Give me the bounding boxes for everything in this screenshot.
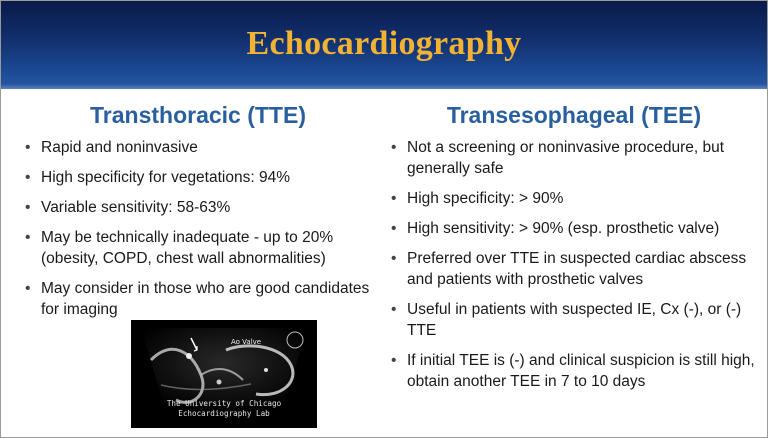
echocardiogram-graphic <box>131 320 317 428</box>
tee-bullet: • Useful in patients with suspected IE, Cx (-), or (-) TTE <box>389 299 759 341</box>
tee-bullet: • If initial TEE is (-) and clinical suspicion is still high, obtain another TEE in 7 to 10 days <box>389 350 759 392</box>
title-bar <box>1 1 767 89</box>
tee-bullet: • Preferred over TTE in suspected cardiac abscess and patients with prosthetic valves <box>389 248 759 290</box>
echocardiogram-image <box>131 320 317 428</box>
tte-bullet: • May be technically inadequate - up to 20% (obesity, COPD, chest wall abnormalities) <box>23 227 373 269</box>
tee-bullet-list <box>389 137 759 392</box>
tte-heading: Transthoracic (TTE) <box>90 102 306 128</box>
image-caption-line2: Echocardiography Lab <box>178 409 270 418</box>
tte-column <box>23 101 373 329</box>
tee-heading: Transesophageal (TEE) <box>446 102 702 128</box>
tee-bullet: • Not a screening or noninvasive procedure, but generally safe <box>389 137 759 179</box>
tte-bullet: • High specificity for vegetations: 94% <box>23 167 373 188</box>
tte-bullet-list <box>23 137 373 320</box>
tee-column <box>389 101 759 401</box>
tte-bullet: • May consider in those who are good candidates for imaging <box>23 278 373 320</box>
tee-bullet: • High sensitivity: > 90% (esp. prosthetic valve) <box>389 218 759 239</box>
tte-bullet: • Rapid and noninvasive <box>23 137 373 158</box>
slide-title: Echocardiography <box>246 25 522 62</box>
image-caption-line1: The University of Chicago <box>166 399 282 408</box>
tte-bullet: • Variable sensitivity: 58-63% <box>23 197 373 218</box>
image-label: Ao Valve <box>231 338 262 346</box>
tee-bullet: • High specificity: > 90% <box>389 188 759 209</box>
